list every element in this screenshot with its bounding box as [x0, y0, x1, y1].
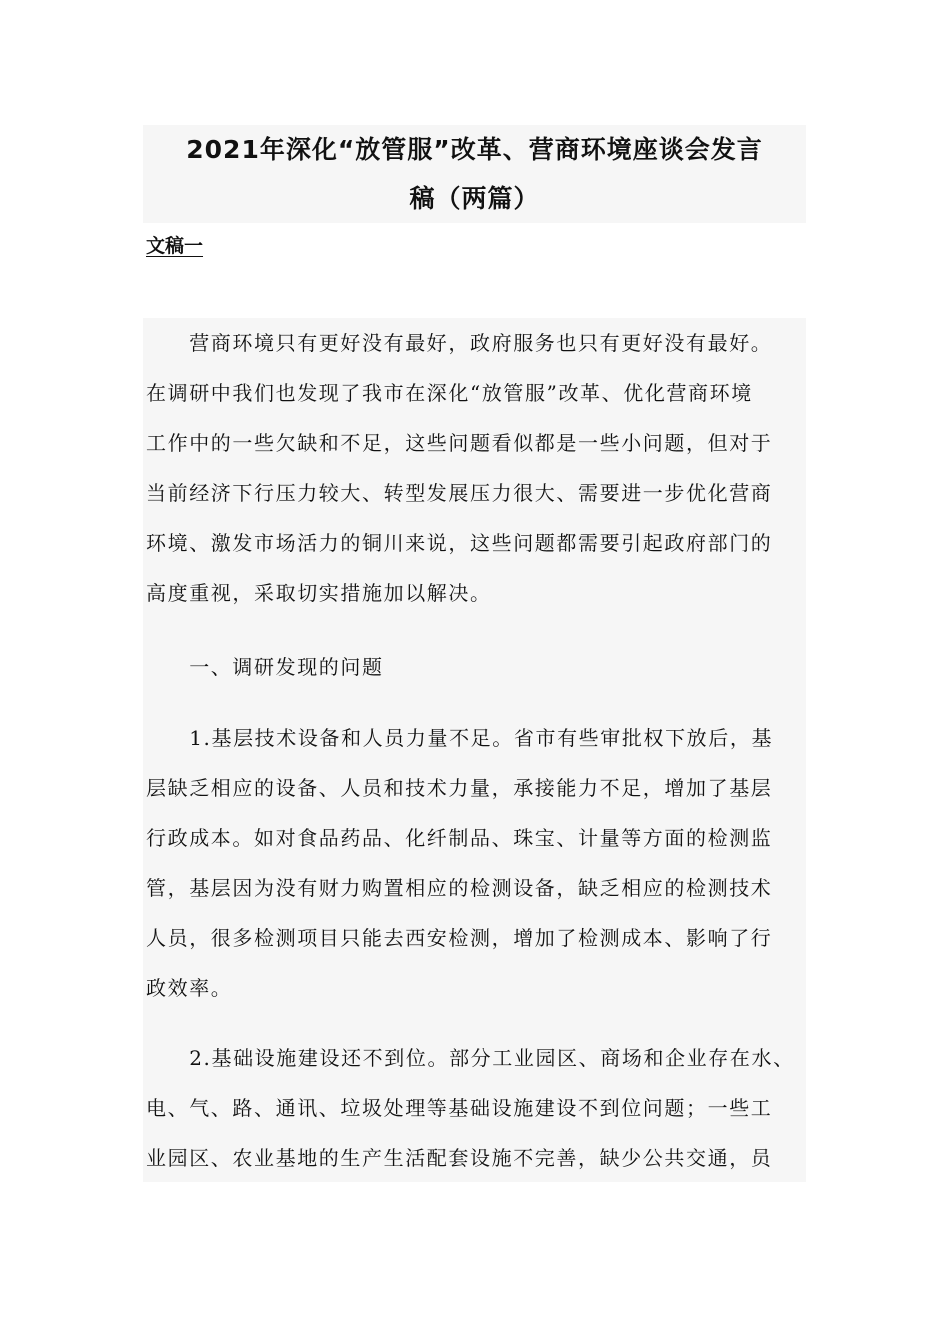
paragraph-intro: 营商环境只有更好没有最好，政府服务也只有更好没有最好。 在调研中我们也发现了我市在深化“放管服”改革、优化营商环境 工作中的一些欠缺和不足，这些问题看似都是一些小问题，但对于 当前经济下行压力较大、转型发展压力很大、需要进一步优化营商 环境、激发市场活力的铜川来说，这些问题都需要引起政府部门的 高度重视，采取切实措施加以解决。	[146, 331, 773, 605]
paragraph-point-1: 1.基层技术设备和人员力量不足。省市有些审批权下放后，基 层缺乏相应的设备、人员和技术力量，承接能力不足，增加了基层 行政成本。如对食品药品、化纤制品、珠宝、计量等方面的检测监 管，基层因为没有财力购置相应的检测设备，缺乏相应的检测技术 人员，很多检测项目只能去西安检测，增加了检测成本、影响了行 政效率。	[146, 726, 774, 1000]
paragraph-point-2: 2.基础设施建设还不到位。部分工业园区、商场和企业存在水、 电、气、路、通讯、垃圾处理等基础设施建设不到位问题；一些工 业园区、农业基地的生产生活配套设施不完善，缺少公共交通，员	[146, 1046, 795, 1170]
body-text-block	[143, 318, 806, 1182]
paragraph-heading-problems: 一、调研发现的问题	[146, 655, 384, 679]
section-label: 文稿一	[146, 235, 204, 257]
title-block	[143, 125, 806, 223]
document-title: 2021年深化“放管服”改革、营商环境座谈会发言 稿（两篇）	[186, 135, 763, 213]
